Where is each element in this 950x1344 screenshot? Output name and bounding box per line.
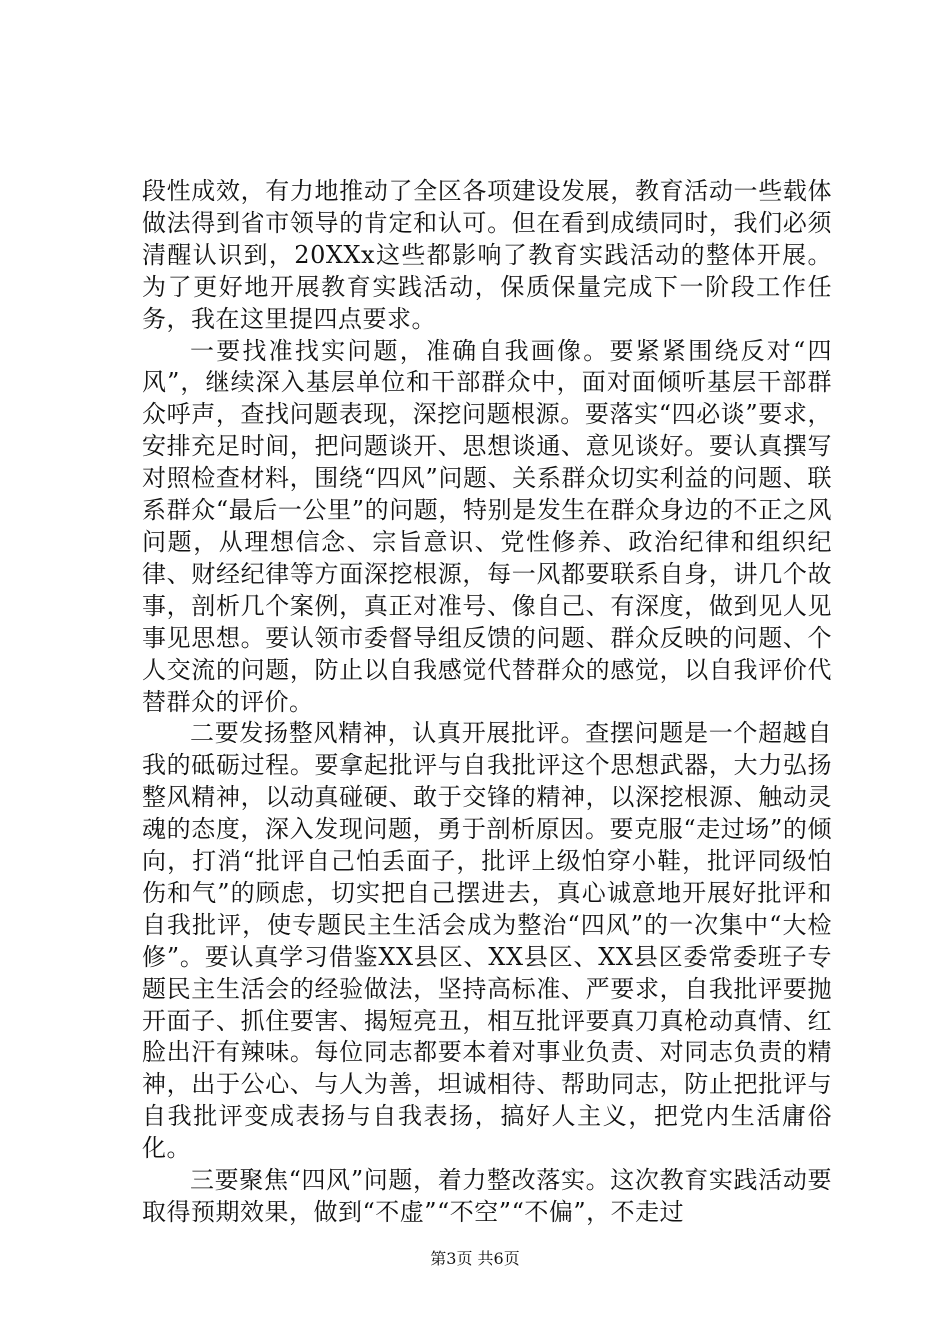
paragraph-2: 一要找准找实问题，准确自我画像。要紧紧围绕反对“四风”，继续深入基层单位和干部群众中，面对面倾听基层干部群众呼声，查找问题表现，深挖问题根源。要落实“四必谈”要求，安排充足时间，把问题谈开、思想谈通、意见谈好。要认真撰写对照检查材料，围绕“四风”问题、关系群众切实利益的问题、联系群众“最后一公里”的问题，特别是发生在群众身边的不正之风问题，从理想信念、宗旨意识、党性修养、政治纪律和组织纪律、财经纪律等方面深挖根源，每一风都要联系自身，讲几个故事，剖析几个案例，真正对准号、像自己、有深度，做到见人见事见思想。要认领市委督导组反馈的问题、群众反映的问题、个人交流的问题，防止以自我感觉代替群众的感觉，以自我评价代替群众的评价。	[142, 336, 832, 716]
page-number-footer: 第3页 共6页	[430, 1249, 520, 1268]
paragraph-1: 段性成效，有力地推动了全区各项建设发展，教育活动一些载体做法得到省市领导的肯定和认可。但在看到成绩同时，我们必须清醒认识到，20XXx这些都影响了教育实践活动的整体开展。为了更好地开展教育实践活动，保质保量完成下一阶段工作任务，我在这里提四点要求。	[142, 177, 832, 333]
paragraph-3: 二要发扬整风精神，认真开展批评。查摆问题是一个超越自我的砥砺过程。要拿起批评与自我批评这个思想武器，大力弘扬整风精神，以动真碰硬、敢于交锋的精神，以深挖根源、触动灵魂的态度，深入发现问题，勇于剖析原因。要克服“走过场”的倾向，打消“批评自己怕丢面子，批评上级怕穿小鞋，批评同级怕伤和气”的顾虑，切实把自己摆进去，真心诚意地开展好批评和自我批评，使专题民主生活会成为整治“四风”的一次集中“大检修”。要认真学习借鉴XX县区、XX县区、XX县区委常委班子专题民主生活会的经验做法，坚持高标准、严要求，自我批评要抛开面子、抓住要害、揭短亮丑，相互批评要真刀真枪动真情、红脸出汗有辣味。每位同志都要本着对事业负责、对同志负责的精神，出于公心、与人为善，坦诚相待、帮助同志，防止把批评与自我批评变成表扬与自我表扬，搞好人主义，把党内生活庸俗化。	[142, 719, 832, 1163]
paragraph-4: 三要聚焦“四风”问题，着力整改落实。这次教育实践活动要取得预期效果，做到“不虚”“不空”“不偏”，不走过	[142, 1166, 832, 1226]
document-body	[142, 176, 832, 1229]
